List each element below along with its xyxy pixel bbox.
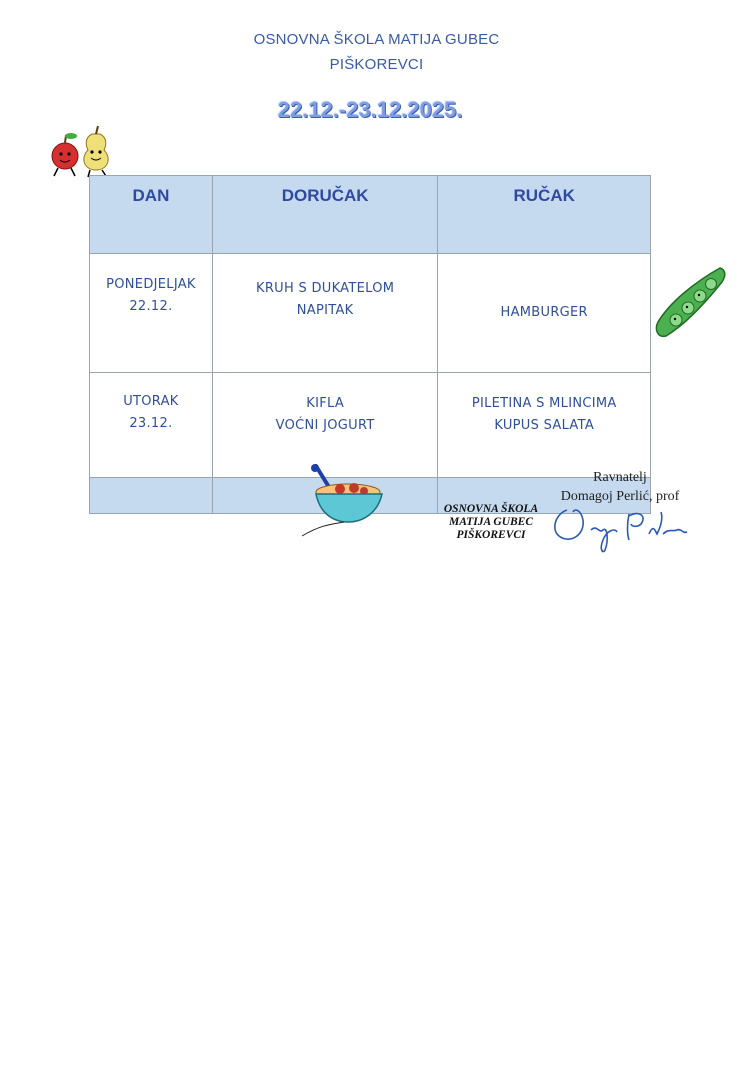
signature-scribble — [545, 500, 695, 556]
day-date: 23.12. — [129, 416, 173, 431]
stamp-line: PIŠKOREVCI — [456, 529, 526, 541]
empty-cell — [90, 478, 213, 514]
day-name: PONEDJELJAK — [106, 277, 196, 292]
day-cell — [90, 254, 213, 373]
school-stamp — [438, 503, 544, 542]
day-cell — [90, 373, 213, 478]
breakfast-item: KRUH S DUKATELOM — [256, 281, 395, 296]
lunch-cell — [438, 254, 651, 373]
stamp-line: MATIJA GUBEC — [448, 516, 534, 528]
column-header-lunch: RUČAK — [438, 176, 651, 254]
signature-title: Ravnatelj — [593, 470, 647, 485]
lunch-item: HAMBURGER — [500, 305, 588, 320]
column-header-breakfast: DORUČAK — [212, 176, 438, 254]
spaghetti-bowl-icon — [298, 462, 390, 538]
column-header-day: DAN — [90, 176, 213, 254]
day-name: UTORAK — [123, 394, 179, 409]
breakfast-item: NAPITAK — [296, 303, 354, 318]
signature-name: Domagoj Perlić, prof — [560, 489, 680, 504]
lunch-cell — [438, 373, 651, 478]
stamp-line: OSNOVNA ŠKOLA — [443, 503, 539, 515]
day-date: 22.12. — [129, 299, 173, 314]
school-name: OSNOVNA ŠKOLA MATIJA GUBEC — [253, 31, 500, 48]
table-row — [90, 254, 651, 373]
lunch-item: KUPUS SALATA — [494, 418, 595, 433]
table-header-row — [90, 176, 651, 254]
peas-pod-icon — [650, 262, 730, 344]
date-range-title: 22.12.-23.12.2025. — [277, 97, 463, 122]
breakfast-item: VOĆNI JOGURT — [275, 418, 375, 433]
apple-pear-icon — [44, 120, 120, 180]
breakfast-item: KIFLA — [306, 396, 345, 411]
school-place: PIŠKOREVCI — [329, 56, 424, 73]
breakfast-cell — [212, 254, 438, 373]
lunch-item: PILETINA S MLINCIMA — [471, 396, 617, 411]
